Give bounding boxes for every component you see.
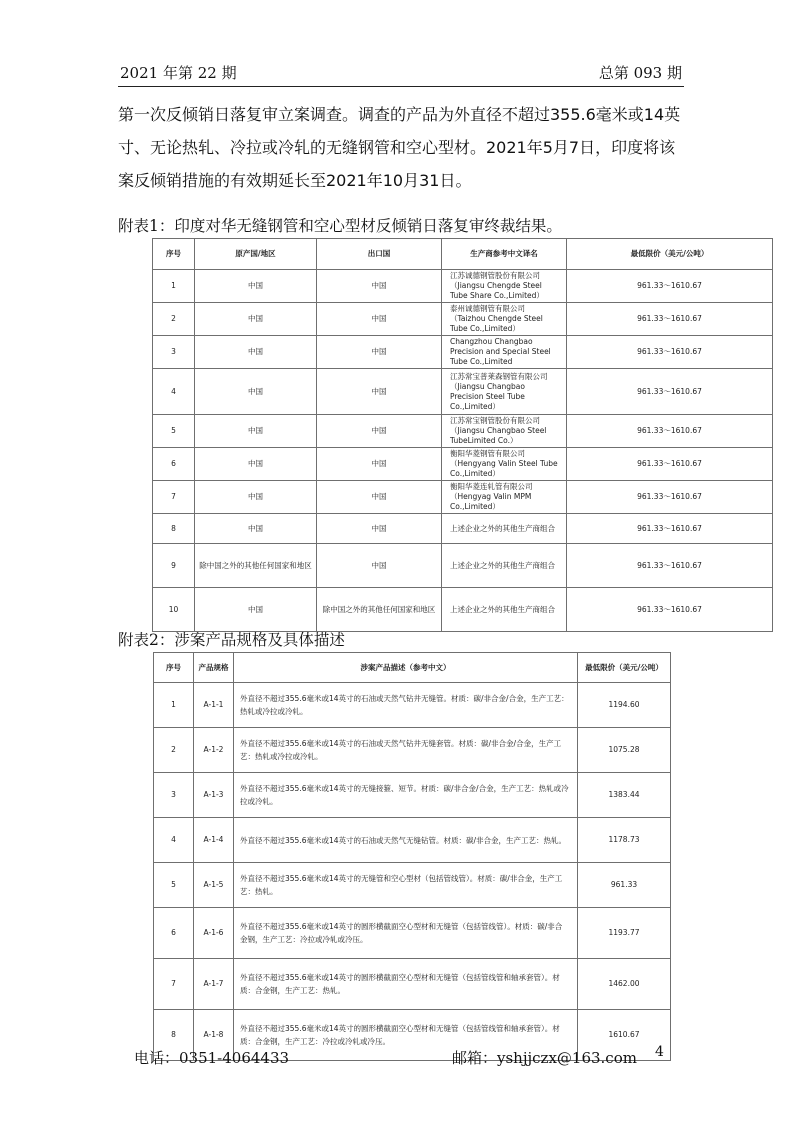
table1 (152, 238, 773, 632)
table1-cell: 中国 (317, 415, 442, 448)
table2-cell: A-1-2 (194, 728, 234, 773)
table1-cell: 中国 (317, 369, 442, 415)
table1-body (153, 270, 773, 632)
table2-header-cell: 最低限价（美元/公吨） (578, 653, 671, 683)
table2-cell: 961.33 (578, 863, 671, 908)
footer-email: 邮箱：yshjjczx@163.com (452, 1049, 637, 1067)
table2-row (154, 773, 671, 818)
table1-row (153, 544, 773, 588)
table2-cell: 6 (154, 908, 194, 959)
table2-cell: 外直径不超过355.6毫米或14英寸的石油或天然气钻井无缝管。材质：碳/非合金/合金，生产工艺：热轧或冷拉或冷轧。 (234, 683, 578, 728)
table1-cell: 5 (153, 415, 195, 448)
table1-cell: 9 (153, 544, 195, 588)
table1-header-row (153, 239, 773, 270)
table1-cell: 1 (153, 270, 195, 303)
table1-row (153, 369, 773, 415)
table1-cell: 中国 (195, 481, 317, 514)
intro-paragraph (118, 98, 688, 197)
table1-cell: 3 (153, 336, 195, 369)
table1-cell: Changzhou Changbao Precision and Special Steel Tube Co.,Limited (442, 336, 567, 369)
table1-cell: 中国 (195, 448, 317, 481)
table2-cell: 7 (154, 959, 194, 1010)
table1-cell: 衡阳华菱钢管有限公司（Hengyang Valin Steel Tube Co.,Limited） (442, 448, 567, 481)
table1-cell: 江苏常宝钢管股份有限公司（Jiangsu Changbao Steel TubeLimited Co.） (442, 415, 567, 448)
intro-line: 寸、无论热轧、冷拉或冷轧的无缝钢管和空心型材。2021年5月7日，印度将该 (118, 138, 676, 157)
table1-header-cell: 生产商参考中文译名 (442, 239, 567, 270)
table2-row (154, 908, 671, 959)
table1-cell: 961.33～1610.67 (567, 369, 773, 415)
table1-row (153, 588, 773, 632)
table2-cell: A-1-1 (194, 683, 234, 728)
table1-cell: 6 (153, 448, 195, 481)
table1-caption: 附表1：印度对华无缝钢管和空心型材反倾销日落复审终裁结果。 (118, 217, 562, 235)
table2-cell: 1610.67 (578, 1010, 671, 1061)
table1-cell: 上述企业之外的其他生产商组合 (442, 544, 567, 588)
table2-header-cell: 产品规格 (194, 653, 234, 683)
table1-cell: 中国 (317, 270, 442, 303)
table1-cell: 10 (153, 588, 195, 632)
table2-cell: 1462.00 (578, 959, 671, 1010)
table1-cell: 中国 (195, 415, 317, 448)
intro-line: 案反倾销措施的有效期延长至2021年10月31日。 (118, 171, 472, 190)
table2-caption: 附表2：涉案产品规格及具体描述 (118, 631, 345, 649)
table1-row (153, 514, 773, 544)
table2-cell: 1383.44 (578, 773, 671, 818)
table2-header-cell: 涉案产品描述（参考中文） (234, 653, 578, 683)
table2 (153, 652, 671, 1061)
table1-cell: 961.33～1610.67 (567, 415, 773, 448)
table1-row (153, 448, 773, 481)
table2-cell: A-1-6 (194, 908, 234, 959)
table1-header-cell: 出口国 (317, 239, 442, 270)
table1-cell: 中国 (317, 481, 442, 514)
issue-number: 2021 年第 22 期 (120, 64, 237, 82)
table1-cell: 中国 (317, 303, 442, 336)
intro-line: 第一次反倾销日落复审立案调查。调查的产品为外直径不超过355.6毫米或14英 (118, 105, 681, 124)
table2-cell: 8 (154, 1010, 194, 1061)
table2-cell: 外直径不超过355.6毫米或14英寸的无缝管和空心型材（包括管线管）。材质：碳/非合金，生产工艺：热轧。 (234, 863, 578, 908)
table1-header-cell: 序号 (153, 239, 195, 270)
page-header (118, 62, 684, 86)
table2-cell: 外直径不超过355.6毫米或14英寸的圆形横截面空心型材和无缝管（包括管线管）。材质：碳/非合金钢，生产工艺：冷拉或冷轧或冷压。 (234, 908, 578, 959)
table2-row (154, 818, 671, 863)
table1-cell: 961.33～1610.67 (567, 481, 773, 514)
table2-cell: A-1-4 (194, 818, 234, 863)
table2-row (154, 959, 671, 1010)
table1-cell: 中国 (317, 544, 442, 588)
table1-cell: 4 (153, 369, 195, 415)
table2-cell: A-1-5 (194, 863, 234, 908)
table1-cell: 中国 (195, 369, 317, 415)
table2-cell: A-1-7 (194, 959, 234, 1010)
table2-row (154, 728, 671, 773)
table1-cell: 961.33～1610.67 (567, 544, 773, 588)
table1-cell: 衡阳华菱连轧管有限公司（Hengyag Valin MPM Co.,Limited） (442, 481, 567, 514)
table2-header-row (154, 653, 671, 683)
table1-header-cell: 最低限价（美元/公吨） (567, 239, 773, 270)
table1-cell: 江苏常宝普莱森钢管有限公司（Jiangsu Changbao Precision Steel Tube Co.,Limited） (442, 369, 567, 415)
table1-cell: 上述企业之外的其他生产商组合 (442, 514, 567, 544)
table2-row (154, 683, 671, 728)
table2-cell: 外直径不超过355.6毫米或14英寸的圆形横截面空心型材和无缝管（包括管线管和轴承套管）。材质：合金钢，生产工艺：冷拉或冷轧或冷压。 (234, 1010, 578, 1061)
footer-phone: 电话：0351-4064433 (134, 1049, 290, 1067)
table1-cell: 除中国之外的其他任何国家和地区 (317, 588, 442, 632)
table2-body (154, 683, 671, 1061)
table1-cell: 961.33～1610.67 (567, 448, 773, 481)
table1-cell: 中国 (317, 336, 442, 369)
header-divider (118, 86, 684, 87)
table1-cell: 8 (153, 514, 195, 544)
table2-row (154, 863, 671, 908)
table2-cell: A-1-3 (194, 773, 234, 818)
table2-cell: 外直径不超过355.6毫米或14英寸的无缝接箍、短节。材质：碳/非合金/合金，生产工艺：热轧或冷拉或冷轧。 (234, 773, 578, 818)
table2-cell: 1 (154, 683, 194, 728)
table1-cell: 江苏诚德钢管股份有限公司（Jiangsu Chengde Steel Tube Share Co.,Limited） (442, 270, 567, 303)
table1-header-cell: 原产国/地区 (195, 239, 317, 270)
table1-row (153, 336, 773, 369)
table1-cell: 除中国之外的其他任何国家和地区 (195, 544, 317, 588)
table2-cell: 外直径不超过355.6毫米或14英寸的石油或天然气无缝钻管。材质：碳/非合金，生产工艺：热轧。 (234, 818, 578, 863)
table1-cell: 961.33～1610.67 (567, 270, 773, 303)
table1-cell: 961.33～1610.67 (567, 588, 773, 632)
table2-cell: 5 (154, 863, 194, 908)
table2-cell: 外直径不超过355.6毫米或14英寸的石油或天然气钻井无缝套管。材质：碳/非合金/合金，生产工艺：热轧或冷拉或冷轧。 (234, 728, 578, 773)
table2-cell: 外直径不超过355.6毫米或14英寸的圆形横截面空心型材和无缝管（包括管线管和轴承套管）。材质：合金钢，生产工艺：热轧。 (234, 959, 578, 1010)
page-number: 4 (655, 1044, 664, 1060)
table1-row (153, 415, 773, 448)
table1-cell: 中国 (195, 588, 317, 632)
table2-cell: 2 (154, 728, 194, 773)
table2-cell: 3 (154, 773, 194, 818)
table1-cell: 中国 (317, 514, 442, 544)
table2-cell: 1194.60 (578, 683, 671, 728)
table1-row (153, 481, 773, 514)
table1-row (153, 303, 773, 336)
table2-cell: 1178.73 (578, 818, 671, 863)
table2-cell: 1075.28 (578, 728, 671, 773)
table1-row (153, 270, 773, 303)
table1-cell: 7 (153, 481, 195, 514)
table1-cell: 中国 (195, 303, 317, 336)
table2-header-cell: 序号 (154, 653, 194, 683)
total-issue-number: 总第 093 期 (598, 64, 682, 82)
table1-cell: 中国 (317, 448, 442, 481)
table2-cell: 1193.77 (578, 908, 671, 959)
table1-cell: 中国 (195, 270, 317, 303)
table1-cell: 上述企业之外的其他生产商组合 (442, 588, 567, 632)
table1-cell: 泰州诚德钢管有限公司（Taizhou Chengde Steel Tube Co.,Limited） (442, 303, 567, 336)
table1-cell: 961.33～1610.67 (567, 336, 773, 369)
table1-cell: 中国 (195, 514, 317, 544)
table1-cell: 961.33～1610.67 (567, 303, 773, 336)
table1-cell: 2 (153, 303, 195, 336)
table1-cell: 961.33～1610.67 (567, 514, 773, 544)
table2-cell: A-1-8 (194, 1010, 234, 1061)
table2-cell: 4 (154, 818, 194, 863)
table1-cell: 中国 (195, 336, 317, 369)
